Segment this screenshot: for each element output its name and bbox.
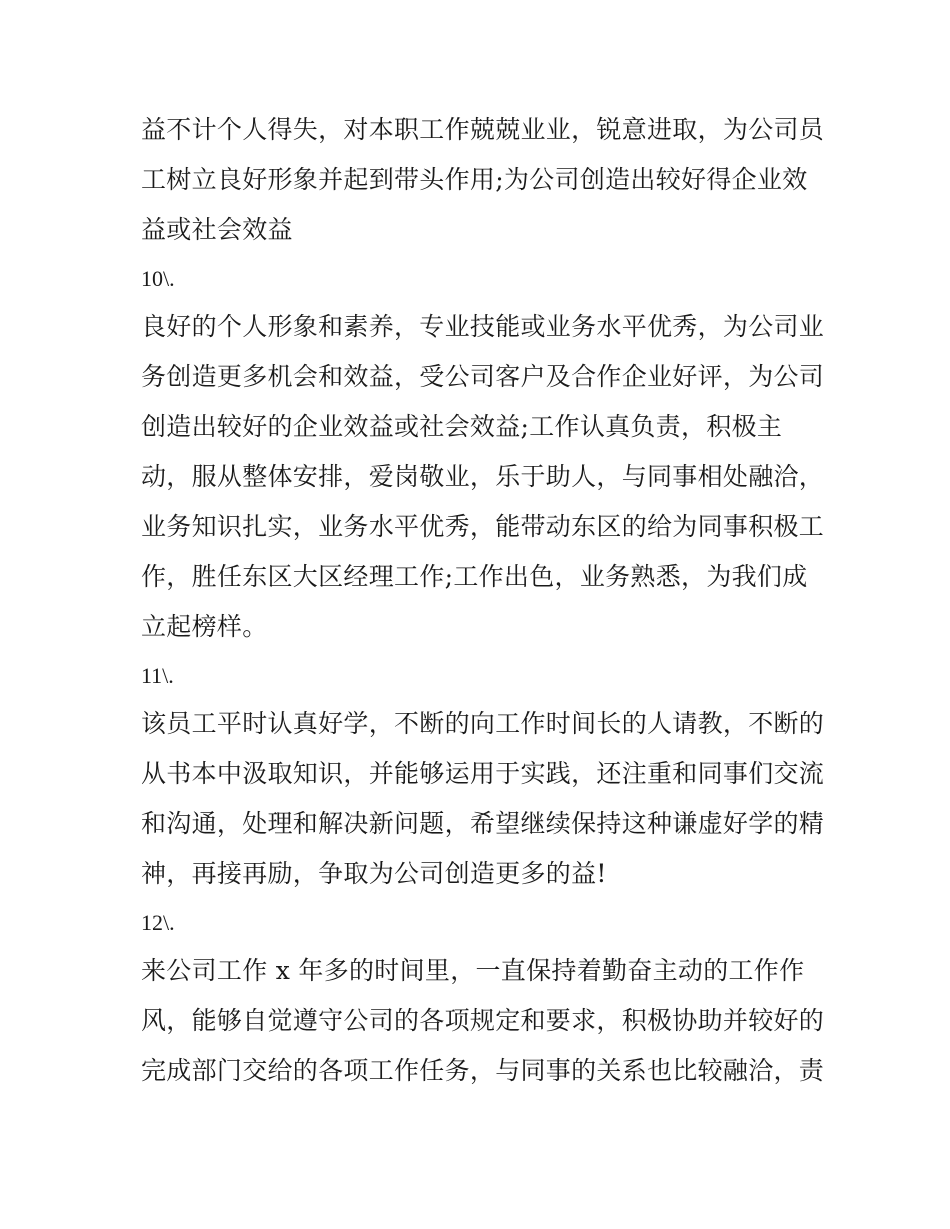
paragraph-line: 工树立良好形象并起到带头作用;为公司创造出较好得企业效 — [141, 165, 808, 194]
paragraph-line: 益或社会效益 — [141, 215, 293, 244]
document-body — [141, 105, 825, 1096]
paragraph-line: 来公司工作 x 年多的时间里，一直保持着勤奋主动的工作作 — [141, 956, 805, 985]
paragraph-line: 业务知识扎实，业务水平优秀，能带动东区的给为同事积极工 — [141, 512, 825, 541]
item-number: 10\. — [141, 266, 175, 291]
paragraph-line: 神，再接再励，争取为公司创造更多的益! — [141, 859, 607, 888]
paragraph-line: 务创造更多机会和效益，受公司客户及合作企业好评，为公司 — [141, 362, 825, 391]
paragraph-line: 益不计个人得失，对本职工作兢兢业业，锐意进取，为公司员 — [141, 115, 825, 144]
paragraph-line: 良好的个人形象和素养，专业技能或业务水平优秀，为公司业 — [141, 312, 825, 341]
paragraph-line: 作，胜任东区大区经理工作;工作出色，业务熟悉，为我们成 — [141, 562, 808, 591]
item-number: 11\. — [141, 663, 174, 688]
paragraph-line: 立起榜样。 — [141, 612, 268, 641]
item-number: 12\. — [141, 910, 175, 935]
paragraph-line: 创造出较好的企业效益或社会效益;工作认真负责，积极主 — [141, 412, 783, 441]
paragraph-line: 从书本中汲取知识，并能够运用于实践，还注重和同事们交流 — [141, 759, 825, 788]
paragraph-line: 该员工平时认真好学，不断的向工作时间长的人请教，不断的 — [141, 709, 825, 738]
paragraph-line: 风，能够自觉遵守公司的各项规定和要求，积极协助并较好的 — [141, 1006, 825, 1035]
paragraph-line: 动，服从整体安排，爱岗敬业，乐于助人，与同事相处融洽， — [141, 462, 825, 491]
paragraph-line: 完成部门交给的各项工作任务，与同事的关系也比较融洽，责 — [141, 1056, 825, 1085]
paragraph-line: 和沟通，处理和解决新问题，希望继续保持这种谦虚好学的精 — [141, 809, 825, 838]
